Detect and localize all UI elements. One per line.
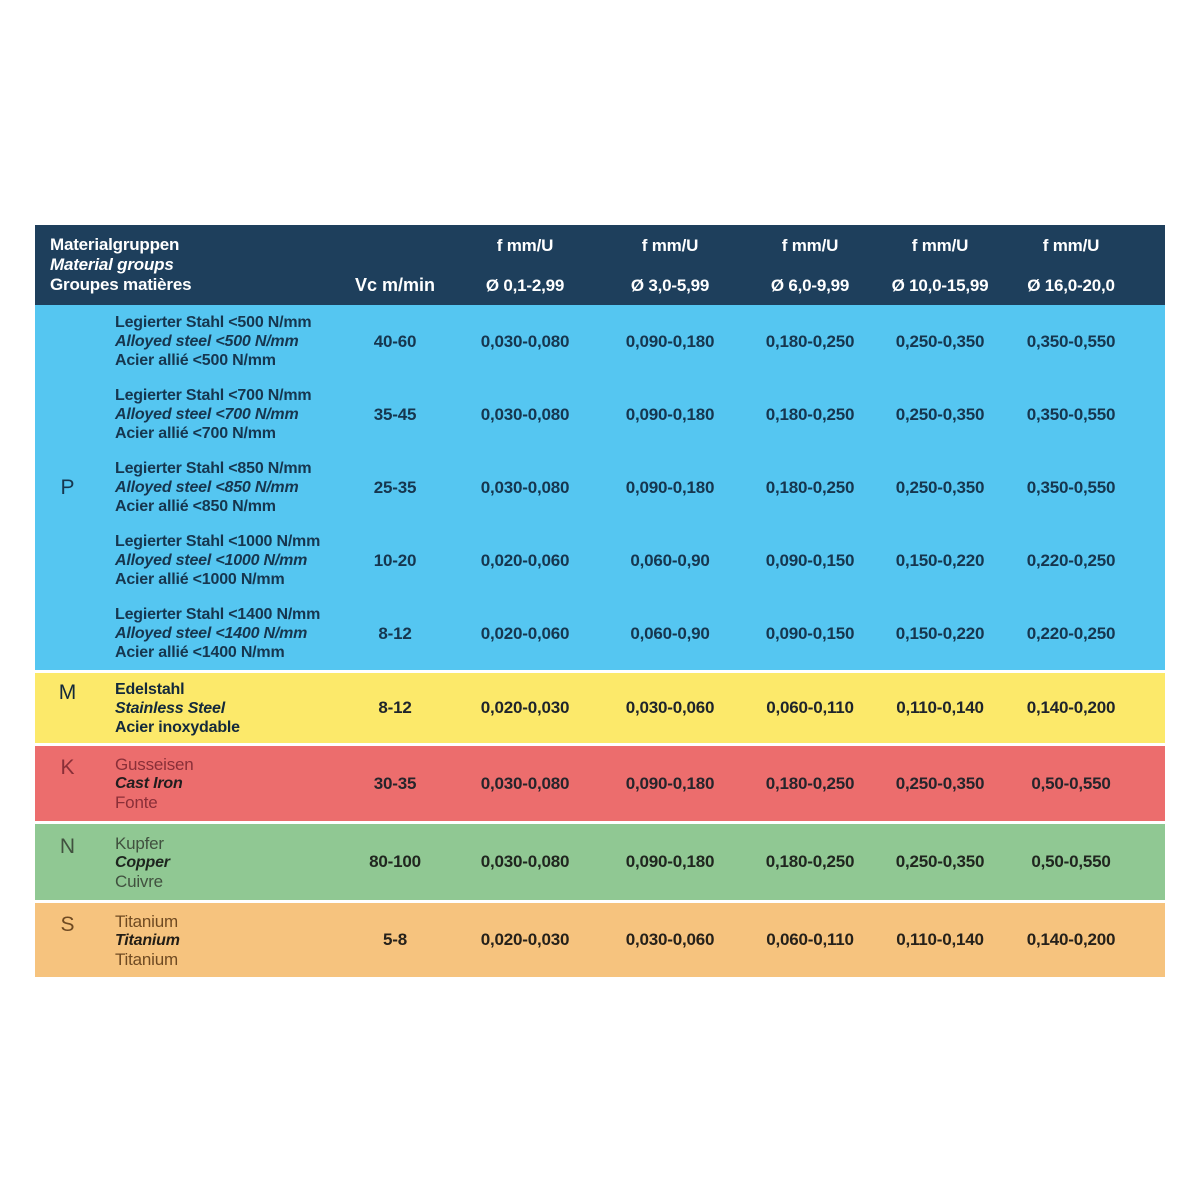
material-label [100,378,335,451]
feed-value-col4: 0,250-0,350 [895,331,985,351]
material-group-section-p [35,305,1165,670]
feed-value-col3: 0,090-0,150 [765,550,855,570]
feed-value-col1: 0,020-0,030 [480,930,570,949]
material-line-2: Alloyed steel <1000 N/mm [115,552,308,569]
feed-value-col1: 0,030-0,080 [480,852,570,871]
feed-value-col4: 0,250-0,350 [895,477,985,497]
material-line-2: Alloyed steel <1400 N/mm [115,625,308,642]
table-row [100,451,1165,524]
material-group-section-m [35,673,1165,743]
material-line-1: Titanium [115,911,178,931]
feed-value-col1: 0,020-0,060 [480,623,570,643]
feed-value-col2: 0,090-0,180 [625,404,715,424]
material-line-3: Acier allié <1000 N/mm [115,571,285,588]
group-rows [100,824,1165,900]
table-body [35,305,1165,977]
feed-diameter-range: Ø 16,0-20,0 [1027,276,1115,295]
material-line-1: Legierter Stahl <500 N/mm [115,314,312,331]
feed-unit-label: f mm/U [1042,236,1100,255]
feed-value-col3: 0,060-0,110 [766,930,854,949]
feed-value-col1: 0,030-0,080 [480,773,570,793]
feed-value-col5: 0,140-0,200 [1026,930,1116,949]
table-row [100,378,1165,451]
feed-diameter-range: Ø 3,0-5,99 [630,276,710,295]
feed-value-col3: 0,060-0,110 [766,698,854,717]
feed-value-col3: 0,180-0,250 [765,331,855,351]
material-group-section-s [35,903,1165,977]
feed-value-col4: 0,110-0,140 [896,930,984,949]
feed-value-col4: 0,250-0,350 [895,404,985,424]
material-label [100,597,335,670]
header-material-de: Materialgruppen [50,235,180,254]
header-material-groups [35,225,335,305]
feed-diameter-range: Ø 10,0-15,99 [891,276,989,295]
group-rows [100,673,1165,743]
feed-unit-label: f mm/U [911,236,969,255]
table-row [100,824,1165,900]
feed-value-col1: 0,020-0,060 [480,550,570,570]
header-feed-column-5 [1005,225,1165,305]
material-line-1: Legierter Stahl <700 N/mm [115,387,312,404]
material-label [100,746,335,821]
material-line-2: Alloyed steel <850 N/mm [115,479,299,496]
feed-value-col5: 0,350-0,550 [1026,477,1116,497]
group-rows [100,305,1165,670]
group-letter-s: S [60,912,75,936]
cutting-data-table [35,225,1165,977]
feed-value-col5: 0,140-0,200 [1026,698,1116,717]
header-material-en: Material groups [50,255,174,274]
material-group-section-k [35,746,1165,821]
feed-unit-label: f mm/U [641,236,699,255]
feed-value-col2: 0,060-0,90 [630,550,710,570]
vc-value: 10-20 [373,550,417,570]
material-label [100,673,335,743]
material-line-1: Edelstahl [115,680,185,698]
feed-diameter-range: Ø 0,1-2,99 [485,276,565,295]
vc-value: 5-8 [383,930,407,949]
material-line-3: Titanium [115,949,178,969]
group-letter-p: P [60,475,75,499]
feed-unit-label: f mm/U [781,236,839,255]
group-rows [100,746,1165,821]
feed-value-col2: 0,060-0,90 [630,623,710,643]
feed-value-col2: 0,030-0,060 [625,930,715,949]
feed-value-col5: 0,220-0,250 [1026,623,1116,643]
material-group-section-n [35,824,1165,900]
material-line-1: Legierter Stahl <850 N/mm [115,460,312,477]
feed-value-col2: 0,090-0,180 [625,477,715,497]
table-header [35,225,1165,305]
header-material-fr: Groupes matières [50,275,192,294]
table-row [100,903,1165,977]
feed-value-col3: 0,090-0,150 [765,623,855,643]
table-row [100,597,1165,670]
feed-value-col2: 0,030-0,060 [625,698,715,717]
material-line-3: Cuivre [115,871,163,891]
material-line-1: Gusseisen [115,755,194,774]
vc-value: 80-100 [369,852,421,871]
header-feed-column-1 [455,225,595,305]
material-line-2: Copper [115,853,170,871]
feed-value-col5: 0,50-0,550 [1031,852,1111,871]
material-line-3: Acier allié <700 N/mm [115,425,276,442]
material-line-1: Legierter Stahl <1000 N/mm [115,533,321,550]
material-line-3: Acier allié <500 N/mm [115,352,276,369]
header-feed-column-3 [745,225,875,305]
material-line-3: Acier allié <850 N/mm [115,498,276,515]
feed-value-col4: 0,250-0,350 [895,852,985,871]
feed-value-col4: 0,250-0,350 [895,773,985,793]
feed-value-col2: 0,090-0,180 [625,773,715,793]
vc-value: 35-45 [373,404,417,424]
material-line-1: Legierter Stahl <1400 N/mm [115,606,321,623]
material-line-1: Kupfer [115,833,164,853]
vc-value: 8-12 [378,698,412,717]
material-label [100,305,335,378]
table-row [100,673,1165,743]
feed-value-col2: 0,090-0,180 [625,331,715,351]
material-line-3: Acier inoxydable [115,718,240,736]
material-label [100,903,335,977]
feed-value-col4: 0,110-0,140 [896,698,984,717]
material-line-2: Alloyed steel <500 N/mm [115,333,299,350]
material-label [100,824,335,900]
group-rows [100,903,1165,977]
feed-value-col4: 0,150-0,220 [895,623,985,643]
feed-value-col5: 0,220-0,250 [1026,550,1116,570]
table-row [100,524,1165,597]
feed-value-col2: 0,090-0,180 [625,852,715,871]
vc-value: 25-35 [373,477,417,497]
feed-unit-label: f mm/U [496,236,554,255]
material-line-2: Titanium [115,931,180,949]
material-line-2: Alloyed steel <700 N/mm [115,406,299,423]
feed-value-col1: 0,030-0,080 [480,477,570,497]
feed-diameter-range: Ø 6,0-9,99 [770,276,850,295]
material-label [100,451,335,524]
feed-value-col1: 0,020-0,030 [480,698,570,717]
feed-value-col1: 0,030-0,080 [480,331,570,351]
table-row [100,305,1165,378]
material-line-2: Cast Iron [115,775,183,792]
group-letter-n: N [59,834,76,858]
feed-value-col1: 0,030-0,080 [480,404,570,424]
feed-value-col5: 0,50-0,550 [1031,773,1111,793]
feed-value-col3: 0,180-0,250 [765,773,855,793]
vc-value: 30-35 [373,773,417,793]
feed-value-col3: 0,180-0,250 [765,852,855,871]
material-label [100,524,335,597]
header-feed-column-4 [875,225,1005,305]
header-vc-column: Vc m/min [354,275,436,295]
feed-value-col3: 0,180-0,250 [765,477,855,497]
feed-value-col4: 0,150-0,220 [895,550,985,570]
material-line-3: Fonte [115,793,158,812]
material-line-3: Acier allié <1400 N/mm [115,644,285,661]
table-row [100,746,1165,821]
feed-value-col3: 0,180-0,250 [765,404,855,424]
vc-value: 8-12 [378,623,412,643]
feed-value-col5: 0,350-0,550 [1026,404,1116,424]
material-line-2: Stainless Steel [115,699,225,717]
feed-value-col5: 0,350-0,550 [1026,331,1116,351]
vc-value: 40-60 [373,331,417,351]
group-letter-k: K [60,756,75,779]
header-feed-column-2 [595,225,745,305]
group-letter-m: M [58,680,77,704]
